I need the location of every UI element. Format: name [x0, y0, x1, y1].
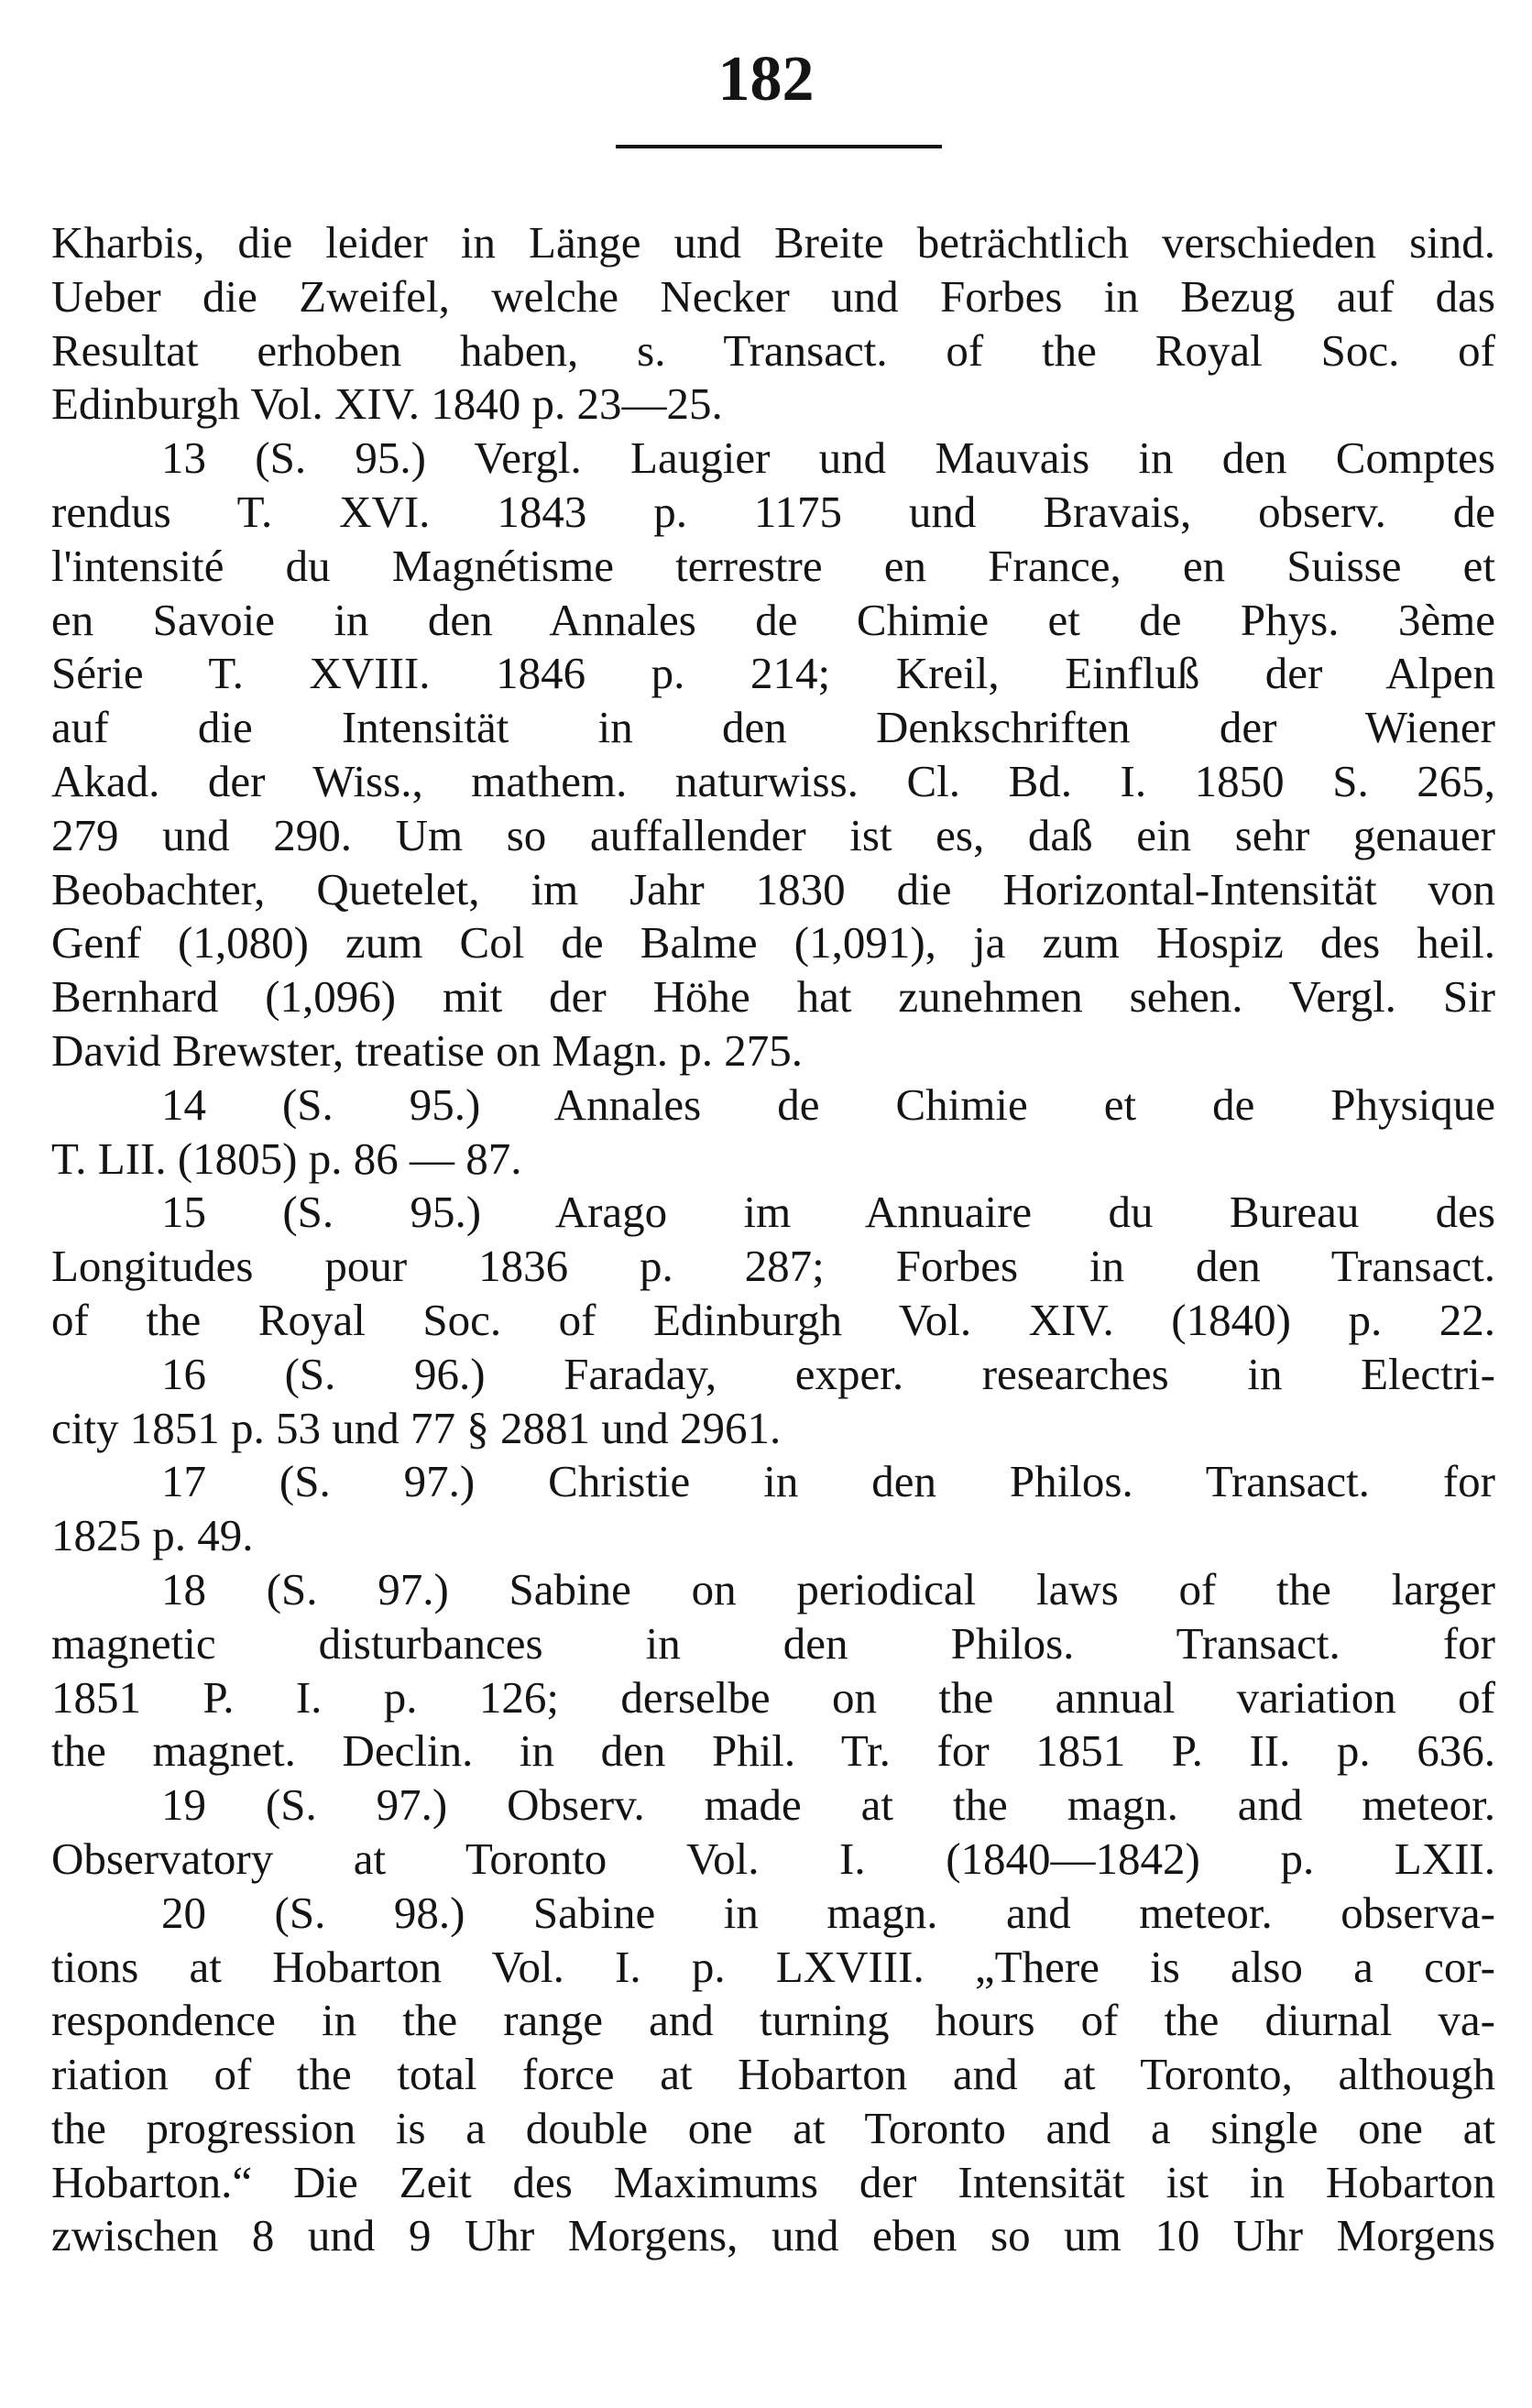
text-line: David Brewster, treatise on Magn. p. 275.: [51, 1024, 803, 1076]
header-rule: [616, 145, 942, 148]
text-line: the magnet. Declin. in den Phil. Tr. for 1851 P. II. p. 636.: [51, 1725, 1495, 1777]
footnote-13-start: 13 (S. 95.) Vergl. Laugier und Mauvais in den Comptes: [161, 432, 1495, 484]
text-line: Bernhard (1,096) mit der Höhe hat zunehmen sehen. Vergl. Sir: [51, 971, 1495, 1023]
text-line: Série T. XVIII. 1846 p. 214; Kreil, Einfluß der Alpen: [51, 648, 1495, 699]
text-line: tions at Hobarton Vol. I. p. LXVIII. „There is also a cor-: [51, 1941, 1495, 1992]
footnote-14-start: 14 (S. 95.) Annales de Chimie et de Physique: [161, 1078, 1495, 1130]
text-line: rendus T. XVI. 1843 p. 1175 und Bravais, observ. de: [51, 486, 1495, 537]
text-line: Hobarton.“ Die Zeit des Maximums der Intensität ist in Hobarton: [51, 2156, 1495, 2207]
text-line: Longitudes pour 1836 p. 287; Forbes in den Transact.: [51, 1241, 1495, 1292]
text-line: zwischen 8 und 9 Uhr Morgens, und eben so um 10 Uhr Morgens: [51, 2210, 1495, 2261]
text-line: of the Royal Soc. of Edinburgh Vol. XIV. (1840) p. 22.: [51, 1294, 1495, 1345]
footnote-18-start: 18 (S. 97.) Sabine on periodical laws of the larger: [161, 1563, 1495, 1614]
text-line: Akad. der Wiss., mathem. naturwiss. Cl. Bd. I. 1850 S. 265,: [51, 755, 1495, 806]
footnote-15-start: 15 (S. 95.) Arago im Annuaire du Bureau des: [161, 1187, 1495, 1238]
text-line: Edinburgh Vol. XIV. 1840 p. 23—25.: [51, 378, 723, 430]
text-line: Ueber die Zweifel, welche Necker und Forbes in Bezug auf das: [51, 270, 1495, 322]
text-line: Genf (1,080) zum Col de Balme (1,091), ja zum Hospiz des heil.: [51, 917, 1495, 969]
text-line: 1851 P. I. p. 126; derselbe on the annual variation of: [51, 1671, 1495, 1723]
page-number: 182: [717, 44, 815, 115]
text-line: en Savoie in den Annales de Chimie et de Phys. 3ème: [51, 594, 1495, 645]
text-line: the progression is a double one at Toronto and a single one at: [51, 2102, 1495, 2153]
footnote-16-start: 16 (S. 96.) Faraday, exper. researches in Electri-: [161, 1348, 1495, 1399]
text-line: magnetic disturbances in den Philos. Transact. for: [51, 1617, 1495, 1669]
text-line: l'intensité du Magnétisme terrestre en France, en Suisse et: [51, 540, 1495, 591]
footnote-19-start: 19 (S. 97.) Observ. made at the magn. and meteor.: [161, 1779, 1495, 1831]
text-line: riation of the total force at Hobarton and at Toronto, although: [51, 2049, 1495, 2100]
footnotes-body: [51, 216, 1495, 2263]
footnote-17-start: 17 (S. 97.) Christie in den Philos. Transact. for: [161, 1456, 1495, 1507]
text-line: city 1851 p. 53 und 77 § 2881 und 2961.: [51, 1402, 782, 1453]
footnote-20-start: 20 (S. 98.) Sabine in magn. and meteor. observa-: [161, 1887, 1495, 1938]
text-line: 1825 p. 49.: [51, 1510, 254, 1561]
text-line: Resultat erhoben haben, s. Transact. of the Royal Soc. of: [51, 324, 1495, 376]
text-line: 279 und 290. Um so auffallender ist es, daß ein sehr genauer: [51, 809, 1495, 860]
text-line: auf die Intensität in den Denkschriften der Wiener: [51, 702, 1495, 753]
text-line: T. LII. (1805) p. 86 — 87.: [51, 1133, 522, 1184]
text-line: Kharbis, die leider in Länge und Breite beträchtlich verschieden sind.: [51, 217, 1495, 268]
text-line: Beobachter, Quetelet, im Jahr 1830 die Horizontal-Intensität von: [51, 863, 1495, 914]
text-line: respondence in the range and turning hours of the diurnal va-: [51, 1995, 1495, 2046]
text-line: Observatory at Toronto Vol. I. (1840—1842) p. LXII.: [51, 1833, 1495, 1884]
